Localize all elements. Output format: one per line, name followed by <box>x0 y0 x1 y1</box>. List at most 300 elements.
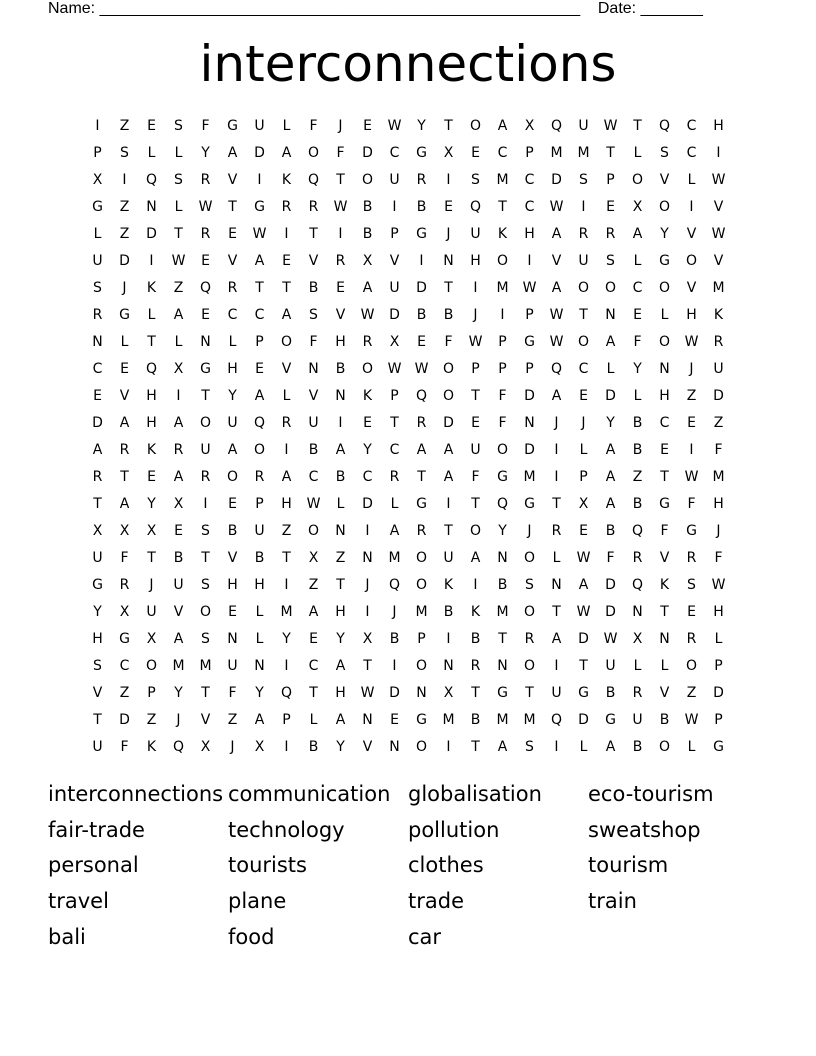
grid-letter: O <box>523 603 536 620</box>
grid-letter: C <box>227 306 238 323</box>
grid-letter: L <box>147 306 156 323</box>
grid-letter: I <box>446 630 451 647</box>
grid-letter: T <box>363 657 372 674</box>
grid-letter: A <box>173 414 184 431</box>
grid-letter: I <box>365 603 370 620</box>
grid-letter: F <box>120 549 129 566</box>
grid-letter: J <box>554 414 559 431</box>
grid-letter: N <box>335 387 346 404</box>
grid-letter: E <box>390 711 399 728</box>
grid-letter: A <box>389 522 400 539</box>
grid-letter: Z <box>335 549 346 566</box>
grid-letter: W <box>549 306 564 323</box>
grid-letter: T <box>336 171 345 188</box>
word-list-item: trade <box>408 889 464 914</box>
grid-letter: I <box>284 738 289 755</box>
grid-letter: X <box>119 603 130 620</box>
grid-letter: O <box>280 333 293 350</box>
grid-letter: R <box>605 225 616 242</box>
grid-letter: W <box>711 225 726 242</box>
grid-letter: N <box>92 333 103 350</box>
grid-letter: J <box>716 522 721 539</box>
grid-letter: M <box>523 468 536 485</box>
grid-letter: W <box>522 279 537 296</box>
grid-letter: J <box>392 603 397 620</box>
word-list-item: globalisation <box>408 781 542 806</box>
grid-letter: B <box>470 711 481 728</box>
grid-letter: I <box>554 738 559 755</box>
grid-letter: L <box>255 630 264 647</box>
grid-letter: Y <box>201 144 210 161</box>
grid-letter: A <box>173 468 184 485</box>
grid-letter: F <box>606 549 615 566</box>
grid-letter: N <box>227 630 238 647</box>
grid-letter: F <box>498 387 507 404</box>
grid-letter: A <box>632 225 643 242</box>
grid-letter: G <box>659 495 670 512</box>
grid-letter: L <box>228 333 237 350</box>
grid-letter: Y <box>633 360 642 377</box>
grid-letter: K <box>146 279 157 296</box>
grid-letter: I <box>554 441 559 458</box>
grid-letter: V <box>308 252 319 269</box>
grid-letter: G <box>416 225 427 242</box>
grid-letter: E <box>687 414 696 431</box>
grid-letter: U <box>389 279 400 296</box>
grid-letter: Q <box>496 495 509 512</box>
grid-letter: V <box>200 711 211 728</box>
grid-letter: R <box>92 468 103 485</box>
grid-letter: N <box>497 549 508 566</box>
grid-letter: J <box>473 306 478 323</box>
grid-letter: Z <box>227 711 238 728</box>
grid-letter: T <box>498 630 507 647</box>
grid-letter: V <box>713 198 724 215</box>
grid-letter: W <box>387 117 402 134</box>
grid-letter: D <box>146 225 157 242</box>
grid-letter: Z <box>146 711 157 728</box>
grid-letter: Y <box>336 630 345 647</box>
grid-letter: I <box>446 738 451 755</box>
grid-letter: A <box>605 333 616 350</box>
grid-letter: G <box>497 468 508 485</box>
grid-letter: I <box>500 306 505 323</box>
grid-letter: B <box>254 549 265 566</box>
grid-letter: V <box>227 171 238 188</box>
grid-letter: R <box>362 333 373 350</box>
grid-letter: L <box>606 360 615 377</box>
grid-letter: O <box>631 171 644 188</box>
grid-letter: I <box>284 225 289 242</box>
grid-letter: G <box>416 495 427 512</box>
grid-letter: O <box>523 549 536 566</box>
grid-letter: C <box>119 657 130 674</box>
grid-letter: F <box>120 738 129 755</box>
grid-letter: U <box>632 711 643 728</box>
grid-letter: S <box>309 306 318 323</box>
grid-letter: I <box>554 468 559 485</box>
grid-letter: T <box>147 549 156 566</box>
grid-letter: T <box>120 468 129 485</box>
grid-letter: Y <box>660 225 669 242</box>
grid-letter: N <box>254 657 265 674</box>
grid-letter: Y <box>228 387 237 404</box>
grid-letter: I <box>365 522 370 539</box>
grid-letter: V <box>119 387 130 404</box>
grid-letter: L <box>687 171 696 188</box>
grid-letter: B <box>389 630 400 647</box>
grid-letter: I <box>203 495 208 512</box>
grid-letter: P <box>255 495 264 512</box>
grid-letter: T <box>579 306 588 323</box>
grid-letter: V <box>551 252 562 269</box>
grid-letter: G <box>605 711 616 728</box>
grid-letter: L <box>147 144 156 161</box>
grid-letter: D <box>119 252 130 269</box>
grid-letter: O <box>226 468 239 485</box>
grid-letter: E <box>444 198 453 215</box>
grid-letter: I <box>257 171 262 188</box>
grid-letter: U <box>470 225 481 242</box>
grid-letter: Q <box>145 360 158 377</box>
grid-letter: I <box>527 252 532 269</box>
grid-letter: R <box>524 630 535 647</box>
grid-letter: O <box>415 738 428 755</box>
grid-letter: Y <box>606 414 615 431</box>
grid-letter: W <box>603 117 618 134</box>
grid-letter: F <box>498 414 507 431</box>
grid-letter: P <box>714 711 723 728</box>
grid-letter: Z <box>119 684 130 701</box>
grid-letter: G <box>92 576 103 593</box>
grid-letter: A <box>605 495 616 512</box>
grid-letter: W <box>576 603 591 620</box>
grid-letter: U <box>200 441 211 458</box>
grid-letter: K <box>146 441 157 458</box>
grid-letter: R <box>389 468 400 485</box>
grid-letter: H <box>659 387 670 404</box>
grid-letter: D <box>524 387 535 404</box>
grid-letter: K <box>281 171 292 188</box>
grid-letter: U <box>551 684 562 701</box>
grid-letter: W <box>333 198 348 215</box>
grid-letter: A <box>497 117 508 134</box>
grid-letter: T <box>471 495 480 512</box>
grid-letter: A <box>281 468 292 485</box>
grid-letter: L <box>579 738 588 755</box>
grid-letter: Q <box>199 279 212 296</box>
grid-letter: X <box>173 495 184 512</box>
grid-letter: B <box>605 522 616 539</box>
grid-letter: T <box>444 522 453 539</box>
grid-letter: I <box>176 387 181 404</box>
grid-letter: G <box>119 630 130 647</box>
grid-letter: C <box>686 117 697 134</box>
grid-letter: I <box>446 171 451 188</box>
grid-letter: R <box>632 549 643 566</box>
grid-letter: M <box>712 468 725 485</box>
grid-letter: Q <box>388 576 401 593</box>
grid-letter: O <box>685 252 698 269</box>
grid-letter: Z <box>686 684 697 701</box>
grid-letter: Y <box>417 117 426 134</box>
grid-letter: L <box>282 387 291 404</box>
grid-letter: C <box>524 198 535 215</box>
grid-letter: V <box>713 252 724 269</box>
grid-letter: R <box>281 414 292 431</box>
grid-letter: I <box>581 198 586 215</box>
word-list-item: tourists <box>228 853 307 878</box>
grid-letter: O <box>604 279 617 296</box>
grid-letter: V <box>335 306 346 323</box>
grid-letter: U <box>389 171 400 188</box>
grid-letter: F <box>471 468 480 485</box>
grid-letter: X <box>524 117 535 134</box>
grid-letter: H <box>146 414 157 431</box>
grid-letter: O <box>685 657 698 674</box>
grid-letter: Y <box>282 630 291 647</box>
grid-letter: U <box>227 657 238 674</box>
grid-letter: I <box>122 171 127 188</box>
grid-letter: T <box>93 711 102 728</box>
grid-letter: E <box>606 198 615 215</box>
grid-letter: P <box>93 144 102 161</box>
grid-letter: T <box>444 279 453 296</box>
grid-letter: N <box>551 576 562 593</box>
grid-letter: D <box>578 711 589 728</box>
grid-letter: D <box>713 684 724 701</box>
grid-letter: R <box>254 468 265 485</box>
grid-letter: P <box>606 171 615 188</box>
grid-letter: B <box>308 279 319 296</box>
grid-letter: H <box>335 603 346 620</box>
grid-letter: L <box>309 711 318 728</box>
grid-letter: L <box>174 144 183 161</box>
grid-letter: P <box>417 630 426 647</box>
grid-letter: G <box>92 198 103 215</box>
grid-letter: N <box>497 657 508 674</box>
grid-letter: N <box>416 684 427 701</box>
grid-letter: Q <box>631 522 644 539</box>
grid-letter: O <box>496 441 509 458</box>
grid-letter: O <box>307 144 320 161</box>
grid-letter: H <box>470 252 481 269</box>
grid-letter: X <box>119 522 130 539</box>
grid-letter: J <box>230 738 235 755</box>
grid-letter: O <box>658 738 671 755</box>
grid-letter: F <box>201 117 210 134</box>
grid-letter: S <box>660 144 669 161</box>
grid-letter: A <box>335 441 346 458</box>
grid-letter: A <box>470 549 481 566</box>
grid-letter: Y <box>174 684 183 701</box>
grid-letter: W <box>252 225 267 242</box>
grid-letter: C <box>92 360 103 377</box>
grid-letter: S <box>174 117 183 134</box>
grid-letter: W <box>387 360 402 377</box>
grid-letter: Y <box>363 441 372 458</box>
grid-letter: A <box>119 495 130 512</box>
grid-letter: W <box>684 468 699 485</box>
grid-letter: L <box>633 252 642 269</box>
grid-letter: L <box>336 495 345 512</box>
grid-letter: P <box>282 711 291 728</box>
grid-letter: L <box>633 657 642 674</box>
grid-letter: I <box>338 414 343 431</box>
grid-letter: A <box>551 225 562 242</box>
grid-letter: N <box>659 360 670 377</box>
grid-letter: B <box>308 441 319 458</box>
grid-letter: M <box>172 657 185 674</box>
grid-letter: B <box>416 198 427 215</box>
grid-letter: K <box>497 225 508 242</box>
grid-letter: A <box>335 711 346 728</box>
grid-letter: R <box>119 576 130 593</box>
grid-letter: T <box>201 387 210 404</box>
grid-letter: U <box>443 549 454 566</box>
grid-letter: W <box>198 198 213 215</box>
grid-letter: P <box>471 360 480 377</box>
grid-letter: D <box>362 495 373 512</box>
grid-letter: D <box>713 387 724 404</box>
grid-letter: W <box>468 333 483 350</box>
grid-letter: R <box>173 441 184 458</box>
grid-letter: L <box>552 549 561 566</box>
grid-letter: E <box>228 603 237 620</box>
grid-letter: U <box>308 414 319 431</box>
grid-letter: B <box>362 198 373 215</box>
grid-letter: R <box>416 171 427 188</box>
word-list-item: pollution <box>408 817 500 842</box>
grid-letter: W <box>576 549 591 566</box>
grid-letter: I <box>554 657 559 674</box>
grid-letter: E <box>174 522 183 539</box>
grid-letter: Z <box>119 117 130 134</box>
grid-letter: A <box>227 441 238 458</box>
grid-letter: E <box>579 522 588 539</box>
grid-letter: T <box>390 414 399 431</box>
grid-letter: A <box>308 603 319 620</box>
grid-letter: O <box>361 360 374 377</box>
grid-letter: X <box>578 495 589 512</box>
grid-letter: U <box>92 549 103 566</box>
grid-letter: Q <box>469 198 482 215</box>
grid-letter: T <box>201 549 210 566</box>
grid-letter: R <box>92 306 103 323</box>
grid-letter: T <box>282 279 291 296</box>
grid-letter: T <box>309 225 318 242</box>
grid-letter: O <box>307 522 320 539</box>
grid-letter: O <box>469 117 482 134</box>
grid-letter: U <box>605 657 616 674</box>
grid-letter: R <box>200 225 211 242</box>
grid-letter: J <box>446 225 451 242</box>
grid-letter: D <box>416 279 427 296</box>
grid-letter: T <box>660 468 669 485</box>
grid-letter: Z <box>713 414 724 431</box>
grid-letter: F <box>336 144 345 161</box>
grid-letter: N <box>146 198 157 215</box>
grid-letter: L <box>174 333 183 350</box>
grid-letter: G <box>524 495 535 512</box>
grid-letter: P <box>714 657 723 674</box>
grid-letter: O <box>199 414 212 431</box>
grid-letter: E <box>471 144 480 161</box>
grid-letter: B <box>632 738 643 755</box>
grid-letter: T <box>174 225 183 242</box>
grid-letter: D <box>605 387 616 404</box>
grid-letter: G <box>524 333 535 350</box>
grid-letter: M <box>199 657 212 674</box>
grid-letter: Q <box>550 711 563 728</box>
grid-letter: T <box>525 684 534 701</box>
grid-letter: A <box>92 441 103 458</box>
grid-letter: A <box>281 144 292 161</box>
grid-letter: M <box>496 279 509 296</box>
grid-letter: Z <box>119 225 130 242</box>
grid-letter: L <box>282 117 291 134</box>
grid-letter: D <box>389 306 400 323</box>
grid-letter: P <box>147 684 156 701</box>
letter-grid <box>84 112 732 760</box>
word-list-item: car <box>408 925 442 950</box>
grid-letter: V <box>389 252 400 269</box>
grid-letter: X <box>308 549 319 566</box>
grid-letter: S <box>687 576 696 593</box>
grid-letter: I <box>284 576 289 593</box>
grid-letter: N <box>200 333 211 350</box>
grid-letter: Y <box>498 522 507 539</box>
grid-letter: R <box>632 684 643 701</box>
grid-letter: T <box>660 603 669 620</box>
grid-letter: U <box>578 117 589 134</box>
grid-letter: B <box>443 306 454 323</box>
grid-letter: M <box>415 603 428 620</box>
grid-letter: R <box>308 198 319 215</box>
grid-letter: T <box>336 576 345 593</box>
grid-letter: B <box>632 414 643 431</box>
grid-letter: H <box>281 495 292 512</box>
grid-letter: Q <box>415 387 428 404</box>
grid-letter: V <box>173 603 184 620</box>
grid-letter: I <box>284 657 289 674</box>
grid-letter: B <box>443 603 454 620</box>
grid-letter: B <box>173 549 184 566</box>
grid-letter: N <box>443 252 454 269</box>
grid-letter: C <box>686 144 697 161</box>
grid-letter: B <box>632 441 643 458</box>
grid-letter: E <box>201 252 210 269</box>
grid-letter: L <box>579 441 588 458</box>
grid-letter: C <box>578 360 589 377</box>
grid-letter: I <box>392 198 397 215</box>
grid-letter: C <box>308 468 319 485</box>
grid-letter: Z <box>173 279 184 296</box>
grid-letter: K <box>146 738 157 755</box>
grid-letter: F <box>714 549 723 566</box>
grid-letter: H <box>335 684 346 701</box>
grid-letter: G <box>659 252 670 269</box>
grid-letter: H <box>227 360 238 377</box>
grid-letter: N <box>362 711 373 728</box>
grid-letter: A <box>227 144 238 161</box>
grid-letter: L <box>93 225 102 242</box>
grid-letter: M <box>496 171 509 188</box>
grid-letter: R <box>200 171 211 188</box>
grid-letter: R <box>281 198 292 215</box>
grid-letter: X <box>362 252 373 269</box>
grid-letter: T <box>552 603 561 620</box>
